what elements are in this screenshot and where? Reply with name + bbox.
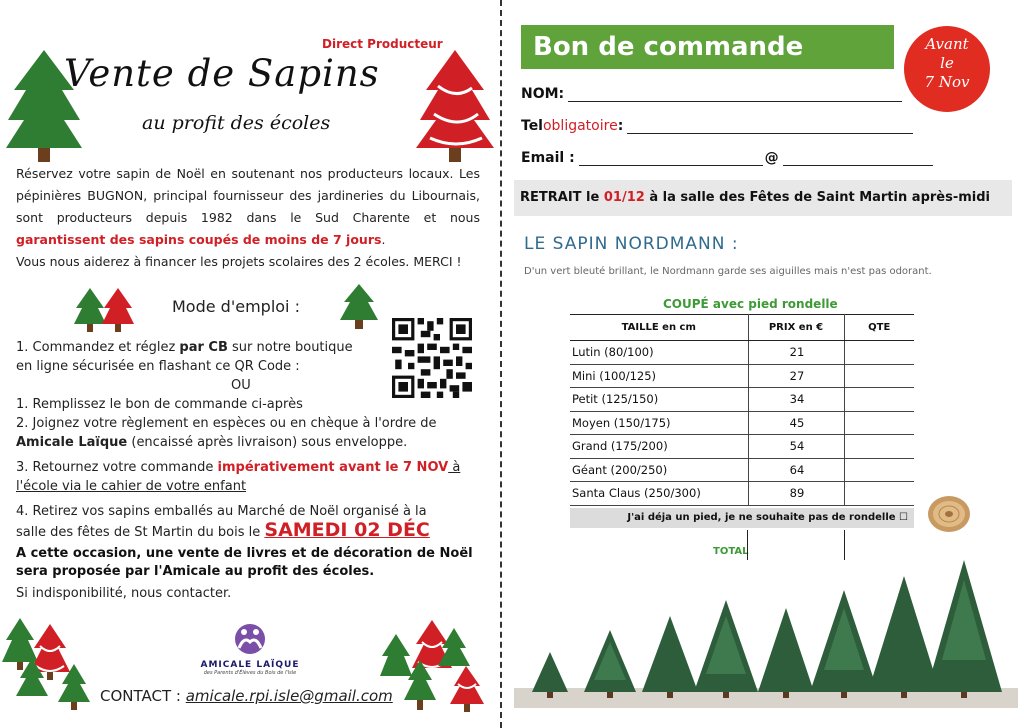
book-sale-notice: A cette occasion, une vente de livres et de décoration de Noël sera proposée par l'Amicale au profit des écoles. <box>16 546 473 579</box>
qte-cell[interactable] <box>844 482 914 506</box>
nordmann-description: D'un vert bleuté brillant, le Nordmann garde ses aiguilles mais n'est pas odorant. <box>524 266 932 277</box>
header-prix: PRIX en € <box>748 315 844 341</box>
qte-cell[interactable] <box>844 364 914 388</box>
header-taille: TAILLE en cm <box>570 315 748 341</box>
tel-field[interactable]: Tel obligatoire : <box>521 118 913 134</box>
qr-code-icon[interactable] <box>392 318 472 398</box>
nordmann-heading: LE SAPIN NORDMANN : <box>524 234 739 254</box>
price-table <box>570 314 914 506</box>
fir-trees-photo <box>514 560 1018 708</box>
trees-cluster-icon <box>380 620 492 714</box>
direct-producteur-label: Direct Producteur <box>322 37 443 51</box>
table-row: Géant (200/250) 64 <box>570 458 914 482</box>
amicale-logo <box>195 622 305 676</box>
guarantee-highlight: garantissent des sapins coupés de moins de 7 jours <box>16 232 382 247</box>
table-row: Mini (100/125) 27 <box>570 364 914 388</box>
order-form-banner: Bon de commande <box>521 25 894 69</box>
table-row: Moyen (150/175) 45 <box>570 411 914 435</box>
amicale-name: AMICALE LAÏQUE <box>200 660 300 670</box>
qte-cell[interactable] <box>844 341 914 365</box>
page-subtitle: au profit des écoles <box>142 112 331 134</box>
table-row: Santa Claus (250/300) 89 <box>570 482 914 506</box>
mode-emploi-heading: Mode d'emploi : <box>172 297 300 316</box>
order-form-page <box>502 0 1024 728</box>
price-table-title: COUPÉ avec pied rondelle <box>663 297 838 311</box>
table-row: Grand (175/200) 54 <box>570 435 914 459</box>
contact-email-link[interactable]: amicale.rpi.isle@gmail.com <box>185 687 393 705</box>
step-3-return: 3. Retournez votre commande impérativement avant le 7 NOV à l'école via le cahier de votre enfant <box>16 460 461 494</box>
trees-cluster-icon <box>2 618 98 714</box>
qte-cell[interactable] <box>844 411 914 435</box>
table-row: Petit (125/150) 34 <box>570 388 914 412</box>
flyer-left-page <box>0 0 500 728</box>
wood-slice-icon <box>926 494 972 534</box>
amicale-figures-icon <box>230 622 270 656</box>
pickup-info-box: RETRAIT le 01/12 à la salle des Fêtes de Saint Martin après-midi <box>514 180 1012 216</box>
email-user-input-line[interactable] <box>579 152 763 166</box>
total-label: TOTAL <box>713 546 749 557</box>
nom-field[interactable]: NOM: <box>521 86 902 102</box>
no-rondelle-checkbox-row[interactable]: J'ai déja un pied, je ne souhaite pas de rondelle ☐ <box>570 508 914 528</box>
step-4-pickup: 4. Retirez vos sapins emballés au Marché de Noël organisé à la salle des fêtes de St Martin du bois le SAMEDI 02 DÉC <box>16 504 430 541</box>
deadline-badge: Avant le 7 Nov <box>904 26 990 112</box>
intro-paragraph: Réservez votre sapin de Noël en soutenant nos producteurs locaux. Les pépinières BUGNON, principal fournisseur des jardineries du Libournais, sont producteurs depuis 1982 dans le Sud Charente et nous garantissent des sapins coupés de moins de 7 jours. Vous nous aiderez à financer les projets scolaires des 2 écoles. MERCI ! <box>16 166 480 269</box>
amicale-subtitle: des Parents d'Élèves du Bois de l'Isle <box>203 670 297 676</box>
total-input[interactable] <box>747 530 845 560</box>
header-qte: QTE <box>844 315 914 341</box>
small-trees-icon <box>74 288 134 334</box>
step-1-cb: 1. Commandez et réglez par CB sur notre boutique en ligne sécurisée en flashant ce QR Code : OU 1. Remplissez le bon de commande ci-après <box>16 340 353 412</box>
qte-cell[interactable] <box>844 458 914 482</box>
unavailability-note: Si indisponibilité, nous contacter. <box>16 586 232 601</box>
tel-input-line[interactable] <box>627 120 913 134</box>
red-christmas-tree-icon <box>416 50 494 162</box>
step-2-payment: 2. Joignez votre règlement en espèces ou en chèque à l'ordre de Amicale Laïque (encaissé après livraison) sous enveloppe. <box>16 416 437 450</box>
contact-line: CONTACT : amicale.rpi.isle@gmail.com <box>100 687 393 705</box>
green-tree-icon <box>340 284 378 330</box>
qte-cell[interactable] <box>844 435 914 459</box>
nom-input-line[interactable] <box>568 88 902 102</box>
pickup-date: SAMEDI 02 DÉC <box>264 519 430 541</box>
page-title: Vente de Sapins <box>64 52 380 95</box>
qte-cell[interactable] <box>844 388 914 412</box>
email-domain-input-line[interactable] <box>783 152 933 166</box>
email-field[interactable]: Email : @ <box>521 150 933 166</box>
table-row: Lutin (80/100) 21 <box>570 341 914 365</box>
